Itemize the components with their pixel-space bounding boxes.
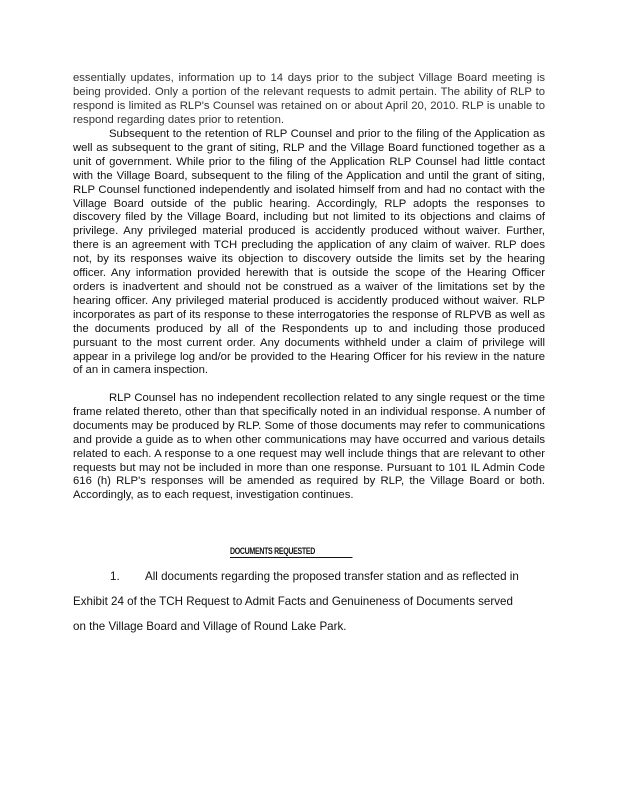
paragraph-retention: Subsequent to the retention of RLP Counsel and prior to the filing of the Application as well as subsequent to the grant of siting, RLP and the Village Board functioned together as a unit of government. While prior to the filing of the Application RLP Counsel had little contact with the Village Board, subsequent to the filing of the Application and until the grant of siting, RLP Counsel functioned independently and isolated himself from and had no contact with the Village Board outside of the public hearing. Accordingly, RLP adopts the responses to discovery filed by the Village Board, including but not limited to its objections and claims of privilege. Any privileged material produced is accidently produced without waiver. Further, there is an agreement with TCH precluding the application of any claim of waiver. RLP does not, by its responses waive its objection to discovery outside the limits set by the hearing officer. Any information provided herewith that is outside the scope of the Hearing Officer orders is inadvertent and should not be construed as a waiver of the limitations set by the hearing officer. Any privileged material produced is accidently produced without waiver. RLP incorporates as part of its response to these interrogatories the response of RLPVB as well as the documents produced by all of the Respondents up to and including those produced pursuant to the most current order. Any documents withheld under a claim of privilege will appear in a privilege log and/or be provided to the Hearing Officer for his review in the nature of an in camera inspection. [73,128,545,377]
section-heading: DOCUMENTS REQUESTED [230,546,352,558]
request-item-1-line-3: on the Village Board and Village of Round Lake Park. [73,620,347,633]
paragraph-intro: essentially updates, information up to 14 days prior to the subject Village Board meeting is being provided. Only a portion of the relevant requests to admit pertain. The ability of RLP to respond is limited as RLP's Counsel was retained on or about April 20, 2010. RLP is unable to respond regarding dates prior to retention. [73,72,545,126]
paragraph-recollection: RLP Counsel has no independent recollection related to any single request or the time frame related thereto, other than that specifically noted in an individual response. A number of documents may be produced by RLP. Some of those documents may refer to communications and provide a guide as to when other communications may have occurred and various details related to each. A response to a one request may well include things that are relevant to other requests but may not be included in more than one response. Pursuant to 101 IL Admin Code 616 (h) RLP's responses will be amended as required by RLP, the Village Board or both. Accordingly, as to each request, investigation continues. [73,392,545,502]
request-item-1-line-2: Exhibit 24 of the TCH Request to Admit Facts and Genuineness of Documents served [73,595,513,608]
request-item-1-line-1 [73,564,545,589]
request-item-text: All documents regarding the proposed transfer station and as reflected in [145,570,519,583]
request-item-number: 1. [110,570,120,583]
